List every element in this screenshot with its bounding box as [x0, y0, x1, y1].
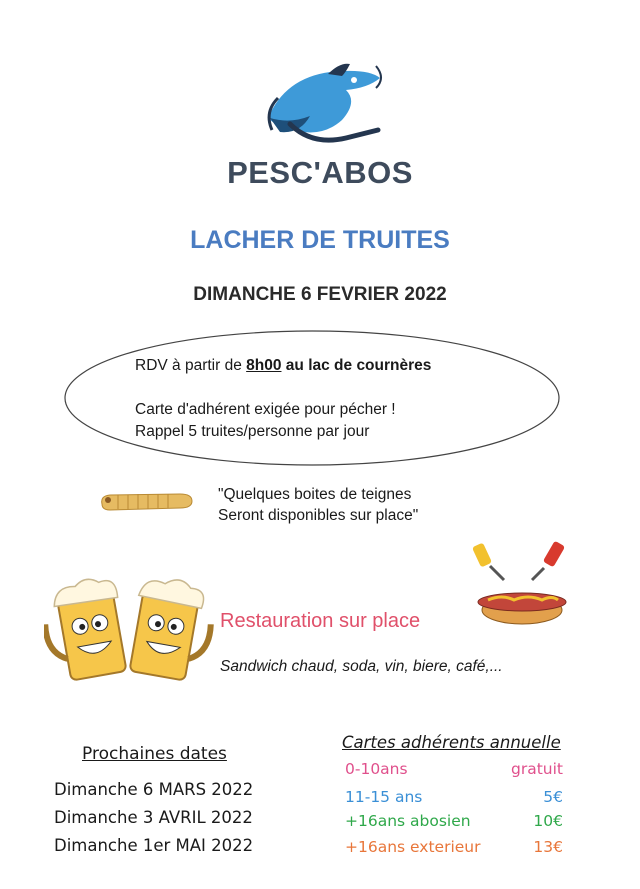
- rdv-line: [135, 357, 431, 375]
- bait-quote-line1: "Quelques boites de teignes: [218, 486, 412, 503]
- limit-text: Rappel 5 truites/personne par jour: [135, 423, 370, 440]
- price-row: [345, 838, 563, 856]
- event-date: DIMANCHE 6 FEVRIER 2022: [193, 284, 447, 305]
- price-row: [345, 812, 563, 830]
- next-date-item: Dimanche 3 AVRIL 2022: [54, 808, 253, 827]
- membership-heading: Cartes adhérents annuelle: [342, 733, 561, 752]
- price-label: 11-15 ans: [345, 788, 423, 806]
- card-required-text: Carte d'adhérent exigée pour pécher !: [135, 401, 396, 418]
- next-date-item: Dimanche 6 MARS 2022: [54, 780, 254, 799]
- price-label: +16ans exterieur: [345, 838, 481, 856]
- price-value: 13€: [533, 838, 563, 856]
- menu-text: Sandwich chaud, soda, vin, biere, café,...: [220, 658, 503, 675]
- price-label: +16ans abosien: [345, 812, 471, 830]
- next-dates-heading: Prochaines dates: [82, 744, 227, 764]
- fish-logo-icon: [250, 58, 390, 158]
- bait-quote-line2: Seront disponibles sur place": [218, 507, 419, 524]
- price-value: gratuit: [511, 760, 563, 778]
- beer-mugs-icon: [44, 566, 214, 686]
- info-ellipse: [62, 328, 562, 468]
- price-label: 0-10ans: [345, 760, 408, 778]
- price-row: [345, 760, 563, 778]
- rdv-time: 8h00: [246, 357, 282, 374]
- price-value: 10€: [533, 812, 563, 830]
- rdv-place: au lac de cournères: [285, 357, 432, 374]
- price-value: 5€: [543, 788, 563, 806]
- hotdog-icon: [468, 540, 578, 632]
- event-title: LACHER DE TRUITES: [190, 226, 450, 254]
- rdv-prefix: RDV à partir de: [135, 357, 242, 374]
- brand-name: PESC'ABOS: [227, 155, 413, 190]
- worm-icon: [96, 484, 196, 516]
- price-row: [345, 788, 563, 806]
- restauration-title: Restauration sur place: [220, 610, 421, 632]
- next-date-item: Dimanche 1er MAI 2022: [54, 836, 254, 855]
